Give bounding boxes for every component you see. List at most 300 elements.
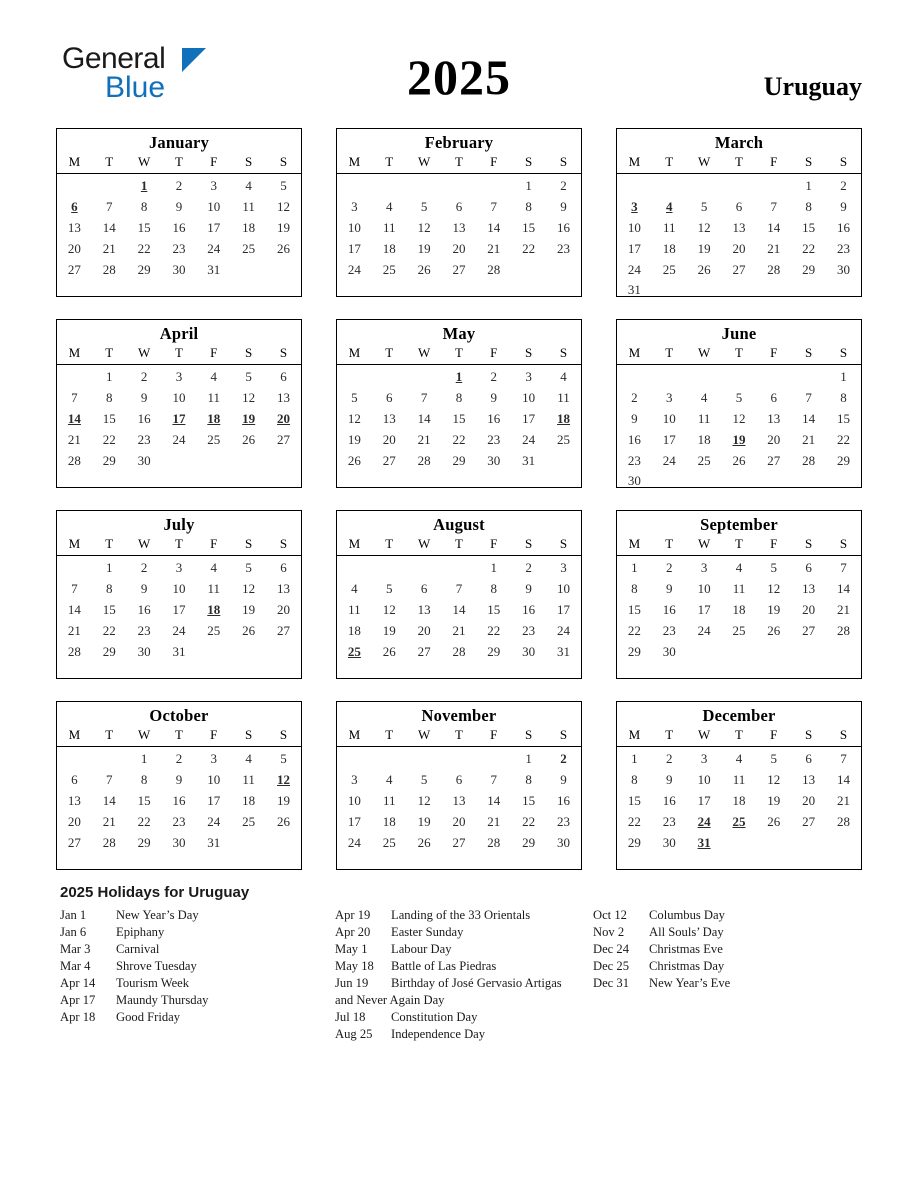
day-cell[interactable]: 18 <box>382 240 396 256</box>
day-cell[interactable]: 19 <box>382 622 396 638</box>
day-cell[interactable]: 29 <box>452 452 466 468</box>
day-cell-holiday[interactable]: 4 <box>666 199 673 215</box>
day-cell[interactable]: 10 <box>522 390 536 406</box>
day-cell[interactable]: 3 <box>525 369 532 385</box>
day-cell[interactable]: 26 <box>417 261 431 277</box>
day-cell[interactable]: 8 <box>631 581 638 597</box>
day-cell[interactable]: 5 <box>245 560 252 576</box>
day-cell[interactable]: 6 <box>805 560 812 576</box>
day-cell[interactable]: 10 <box>697 772 711 788</box>
day-cell-holiday[interactable]: 24 <box>697 813 711 829</box>
day-cell[interactable]: 28 <box>802 452 816 468</box>
day-cell[interactable]: 29 <box>627 643 641 659</box>
day-cell[interactable]: 20 <box>802 792 816 808</box>
day-cell[interactable]: 11 <box>663 219 676 235</box>
day-cell[interactable]: 12 <box>732 410 746 426</box>
day-cell-holiday[interactable]: 1 <box>140 178 148 194</box>
day-cell[interactable]: 28 <box>67 452 81 468</box>
day-cell[interactable]: 27 <box>277 431 291 447</box>
day-cell[interactable]: 10 <box>662 410 676 426</box>
day-cell[interactable]: 22 <box>522 813 536 829</box>
day-cell[interactable]: 11 <box>383 219 396 235</box>
day-cell[interactable]: 24 <box>172 431 186 447</box>
day-cell[interactable]: 9 <box>140 390 148 406</box>
day-cell[interactable]: 25 <box>207 431 221 447</box>
day-cell[interactable]: 1 <box>525 178 532 194</box>
day-cell[interactable]: 1 <box>106 369 113 385</box>
day-cell[interactable]: 26 <box>242 431 256 447</box>
day-cell[interactable]: 9 <box>560 772 567 788</box>
day-cell[interactable]: 27 <box>67 834 81 850</box>
day-cell[interactable]: 25 <box>697 452 711 468</box>
day-cell[interactable]: 17 <box>207 219 221 235</box>
day-cell[interactable]: 28 <box>767 261 781 277</box>
day-cell[interactable]: 4 <box>210 560 218 576</box>
day-cell[interactable]: 29 <box>102 452 116 468</box>
day-cell[interactable]: 30 <box>522 643 536 659</box>
day-cell[interactable]: 19 <box>277 792 291 808</box>
day-cell[interactable]: 14 <box>837 581 851 597</box>
day-cell[interactable]: 17 <box>172 601 186 617</box>
day-cell[interactable]: 25 <box>662 261 676 277</box>
day-cell[interactable]: 27 <box>452 261 466 277</box>
day-cell[interactable]: 12 <box>242 390 256 406</box>
day-cell[interactable]: 1 <box>106 560 113 576</box>
day-cell[interactable]: 5 <box>245 369 252 385</box>
day-cell[interactable]: 2 <box>840 178 847 194</box>
day-cell[interactable]: 5 <box>351 390 358 406</box>
day-cell[interactable]: 2 <box>631 390 638 406</box>
day-cell[interactable]: 4 <box>735 560 743 576</box>
day-cell-holiday[interactable]: 18 <box>207 601 221 617</box>
day-cell[interactable]: 30 <box>662 643 676 659</box>
day-cell[interactable]: 5 <box>420 772 428 788</box>
day-cell[interactable]: 16 <box>137 410 151 426</box>
day-cell[interactable]: 31 <box>522 452 536 468</box>
day-cell[interactable]: 7 <box>420 390 428 406</box>
day-cell[interactable]: 22 <box>627 622 641 638</box>
day-cell[interactable]: 12 <box>417 792 431 808</box>
day-cell[interactable]: 13 <box>732 219 746 235</box>
day-cell[interactable]: 9 <box>560 199 567 215</box>
day-cell[interactable]: 30 <box>172 261 186 277</box>
day-cell[interactable]: 4 <box>210 369 218 385</box>
day-cell[interactable]: 30 <box>627 473 641 489</box>
day-cell[interactable]: 2 <box>175 751 183 767</box>
day-cell[interactable]: 13 <box>452 792 466 808</box>
day-cell[interactable]: 20 <box>67 813 81 829</box>
day-cell[interactable]: 17 <box>347 813 361 829</box>
day-cell[interactable]: 13 <box>67 792 81 808</box>
day-cell[interactable]: 21 <box>487 240 501 256</box>
day-cell[interactable]: 22 <box>837 431 851 447</box>
day-cell[interactable]: 1 <box>631 751 638 767</box>
day-cell[interactable]: 19 <box>417 240 431 256</box>
day-cell[interactable]: 14 <box>102 792 116 808</box>
day-cell[interactable]: 11 <box>207 581 221 597</box>
day-cell[interactable]: 11 <box>557 390 570 406</box>
day-cell[interactable]: 16 <box>627 431 641 447</box>
day-cell[interactable]: 3 <box>700 560 708 576</box>
day-cell[interactable]: 12 <box>767 772 781 788</box>
day-cell[interactable]: 10 <box>697 581 711 597</box>
day-cell[interactable]: 9 <box>175 772 183 788</box>
day-cell[interactable]: 3 <box>210 751 218 767</box>
day-cell[interactable]: 29 <box>802 261 816 277</box>
day-cell[interactable]: 21 <box>67 431 81 447</box>
day-cell[interactable]: 16 <box>172 219 186 235</box>
day-cell[interactable]: 25 <box>382 834 396 850</box>
day-cell[interactable]: 23 <box>137 431 151 447</box>
day-cell[interactable]: 1 <box>631 560 638 576</box>
day-cell[interactable]: 17 <box>522 410 536 426</box>
day-cell[interactable]: 13 <box>277 581 291 597</box>
day-cell[interactable]: 11 <box>207 390 221 406</box>
day-cell[interactable]: 15 <box>137 792 151 808</box>
day-cell[interactable]: 5 <box>386 581 393 597</box>
day-cell[interactable]: 16 <box>837 219 851 235</box>
day-cell[interactable]: 15 <box>627 601 641 617</box>
day-cell[interactable]: 10 <box>172 581 186 597</box>
day-cell-holiday[interactable]: 3 <box>631 199 638 215</box>
day-cell[interactable]: 29 <box>137 834 151 850</box>
day-cell[interactable]: 18 <box>382 813 396 829</box>
day-cell[interactable]: 31 <box>172 643 186 659</box>
day-cell-holiday[interactable]: 25 <box>732 813 746 829</box>
day-cell[interactable]: 8 <box>840 390 847 406</box>
day-cell[interactable]: 26 <box>277 240 291 256</box>
day-cell[interactable]: 17 <box>557 601 571 617</box>
day-cell[interactable]: 30 <box>837 261 851 277</box>
day-cell[interactable]: 9 <box>490 390 498 406</box>
day-cell-holiday[interactable]: 20 <box>277 410 291 426</box>
day-cell[interactable]: 6 <box>386 390 393 406</box>
day-cell[interactable]: 29 <box>137 261 151 277</box>
day-cell[interactable]: 18 <box>347 622 361 638</box>
day-cell[interactable]: 7 <box>106 199 113 215</box>
day-cell-holiday[interactable]: 6 <box>71 199 78 215</box>
day-cell[interactable]: 18 <box>732 601 746 617</box>
day-cell[interactable]: 21 <box>487 813 501 829</box>
day-cell[interactable]: 24 <box>627 261 641 277</box>
day-cell[interactable]: 22 <box>522 240 536 256</box>
day-cell[interactable]: 7 <box>71 390 78 406</box>
day-cell[interactable]: 14 <box>487 219 501 235</box>
day-cell[interactable]: 15 <box>102 601 116 617</box>
day-cell[interactable]: 8 <box>490 581 498 597</box>
day-cell[interactable]: 30 <box>172 834 186 850</box>
day-cell[interactable]: 18 <box>732 792 746 808</box>
day-cell[interactable]: 6 <box>770 390 778 406</box>
day-cell[interactable]: 26 <box>277 813 291 829</box>
day-cell[interactable]: 7 <box>840 560 847 576</box>
day-cell[interactable]: 28 <box>102 261 116 277</box>
day-cell[interactable]: 8 <box>525 199 532 215</box>
day-cell[interactable]: 23 <box>662 813 676 829</box>
day-cell[interactable]: 10 <box>172 390 186 406</box>
day-cell[interactable]: 11 <box>383 792 396 808</box>
day-cell[interactable]: 27 <box>767 452 781 468</box>
day-cell[interactable]: 7 <box>106 772 113 788</box>
day-cell[interactable]: 24 <box>207 813 221 829</box>
day-cell[interactable]: 16 <box>662 792 676 808</box>
day-cell[interactable]: 28 <box>452 643 466 659</box>
day-cell[interactable]: 13 <box>67 219 81 235</box>
day-cell[interactable]: 5 <box>700 199 708 215</box>
day-cell-holiday[interactable]: 1 <box>455 369 463 385</box>
day-cell[interactable]: 14 <box>802 410 816 426</box>
day-cell[interactable]: 28 <box>487 261 501 277</box>
day-cell[interactable]: 29 <box>522 834 536 850</box>
day-cell[interactable]: 17 <box>697 792 711 808</box>
day-cell[interactable]: 6 <box>455 199 463 215</box>
day-cell[interactable]: 24 <box>662 452 676 468</box>
day-cell[interactable]: 26 <box>732 452 746 468</box>
day-cell[interactable]: 7 <box>71 581 78 597</box>
day-cell[interactable]: 5 <box>735 390 743 406</box>
day-cell[interactable]: 21 <box>102 240 116 256</box>
day-cell[interactable]: 12 <box>242 581 256 597</box>
day-cell[interactable]: 23 <box>837 240 851 256</box>
day-cell[interactable]: 5 <box>770 560 778 576</box>
day-cell-holiday[interactable]: 25 <box>347 643 361 659</box>
day-cell[interactable]: 24 <box>522 431 536 447</box>
day-cell[interactable]: 14 <box>837 772 851 788</box>
day-cell[interactable]: 30 <box>662 834 676 850</box>
day-cell[interactable]: 24 <box>697 622 711 638</box>
day-cell[interactable]: 16 <box>522 601 536 617</box>
day-cell[interactable]: 17 <box>347 240 361 256</box>
day-cell[interactable]: 14 <box>67 601 81 617</box>
day-cell[interactable]: 31 <box>557 643 571 659</box>
day-cell-holiday[interactable]: 2 <box>560 751 567 767</box>
day-cell[interactable]: 4 <box>560 369 567 385</box>
day-cell[interactable]: 18 <box>242 792 256 808</box>
day-cell[interactable]: 3 <box>666 390 673 406</box>
day-cell[interactable]: 13 <box>277 390 291 406</box>
day-cell[interactable]: 19 <box>347 431 361 447</box>
day-cell[interactable]: 27 <box>452 834 466 850</box>
day-cell[interactable]: 14 <box>487 792 501 808</box>
day-cell[interactable]: 27 <box>802 813 816 829</box>
day-cell[interactable]: 24 <box>207 240 221 256</box>
day-cell[interactable]: 9 <box>840 199 847 215</box>
day-cell[interactable]: 25 <box>382 261 396 277</box>
day-cell[interactable]: 23 <box>662 622 676 638</box>
day-cell[interactable]: 3 <box>700 751 708 767</box>
day-cell[interactable]: 8 <box>525 772 532 788</box>
day-cell[interactable]: 13 <box>452 219 466 235</box>
day-cell[interactable]: 20 <box>732 240 746 256</box>
day-cell[interactable]: 8 <box>106 581 113 597</box>
day-cell[interactable]: 10 <box>207 199 221 215</box>
day-cell[interactable]: 22 <box>452 431 466 447</box>
day-cell-holiday[interactable]: 19 <box>732 431 746 447</box>
day-cell[interactable]: 6 <box>420 581 428 597</box>
day-cell[interactable]: 7 <box>840 751 847 767</box>
day-cell[interactable]: 21 <box>452 622 466 638</box>
day-cell[interactable]: 29 <box>837 452 851 468</box>
day-cell[interactable]: 31 <box>207 834 221 850</box>
day-cell[interactable]: 23 <box>172 240 186 256</box>
day-cell[interactable]: 4 <box>700 390 708 406</box>
day-cell[interactable]: 2 <box>490 369 498 385</box>
day-cell[interactable]: 6 <box>280 560 287 576</box>
day-cell[interactable]: 6 <box>455 772 463 788</box>
day-cell[interactable]: 7 <box>455 581 463 597</box>
day-cell[interactable]: 26 <box>417 834 431 850</box>
day-cell[interactable]: 4 <box>351 581 358 597</box>
day-cell[interactable]: 9 <box>175 199 183 215</box>
day-cell[interactable]: 25 <box>242 240 256 256</box>
day-cell[interactable]: 10 <box>347 792 361 808</box>
day-cell[interactable]: 23 <box>522 622 536 638</box>
day-cell[interactable]: 15 <box>522 219 536 235</box>
day-cell[interactable]: 13 <box>802 772 816 788</box>
day-cell[interactable]: 17 <box>662 431 676 447</box>
day-cell[interactable]: 16 <box>487 410 501 426</box>
day-cell[interactable]: 10 <box>557 581 571 597</box>
day-cell-holiday[interactable]: 14 <box>67 410 81 426</box>
day-cell[interactable]: 4 <box>735 751 743 767</box>
day-cell[interactable]: 16 <box>172 792 186 808</box>
day-cell[interactable]: 9 <box>631 410 638 426</box>
day-cell[interactable]: 30 <box>557 834 571 850</box>
day-cell[interactable]: 24 <box>347 834 361 850</box>
day-cell[interactable]: 27 <box>67 261 81 277</box>
day-cell[interactable]: 15 <box>137 219 151 235</box>
day-cell[interactable]: 3 <box>351 199 358 215</box>
day-cell[interactable]: 21 <box>67 622 81 638</box>
day-cell[interactable]: 19 <box>242 601 256 617</box>
day-cell[interactable]: 4 <box>245 751 252 767</box>
day-cell[interactable]: 13 <box>802 581 816 597</box>
day-cell[interactable]: 25 <box>732 622 746 638</box>
day-cell[interactable]: 10 <box>347 219 361 235</box>
day-cell[interactable]: 30 <box>137 452 151 468</box>
day-cell[interactable]: 13 <box>417 601 431 617</box>
day-cell[interactable]: 21 <box>417 431 431 447</box>
day-cell[interactable]: 24 <box>557 622 571 638</box>
day-cell[interactable]: 17 <box>697 601 711 617</box>
day-cell[interactable]: 5 <box>420 199 428 215</box>
day-cell[interactable]: 26 <box>242 622 256 638</box>
day-cell[interactable]: 12 <box>417 219 431 235</box>
day-cell[interactable]: 4 <box>386 772 393 788</box>
day-cell[interactable]: 5 <box>280 751 287 767</box>
day-cell[interactable]: 11 <box>242 772 255 788</box>
day-cell[interactable]: 22 <box>487 622 501 638</box>
day-cell[interactable]: 20 <box>417 622 431 638</box>
day-cell[interactable]: 20 <box>67 240 81 256</box>
day-cell[interactable]: 26 <box>347 452 361 468</box>
day-cell[interactable]: 2 <box>666 560 673 576</box>
day-cell[interactable]: 2 <box>140 369 148 385</box>
day-cell[interactable]: 28 <box>67 643 81 659</box>
day-cell[interactable]: 9 <box>666 581 673 597</box>
day-cell-holiday[interactable]: 17 <box>172 410 186 426</box>
day-cell[interactable]: 7 <box>490 199 498 215</box>
day-cell[interactable]: 6 <box>280 369 287 385</box>
day-cell[interactable]: 3 <box>210 178 218 194</box>
day-cell[interactable]: 14 <box>417 410 431 426</box>
day-cell[interactable]: 27 <box>732 261 746 277</box>
day-cell[interactable]: 16 <box>557 792 571 808</box>
day-cell[interactable]: 8 <box>631 772 638 788</box>
day-cell[interactable]: 1 <box>140 751 148 767</box>
day-cell[interactable]: 23 <box>557 813 571 829</box>
day-cell[interactable]: 10 <box>627 219 641 235</box>
day-cell[interactable]: 18 <box>242 219 256 235</box>
day-cell[interactable]: 29 <box>627 834 641 850</box>
day-cell[interactable]: 23 <box>137 622 151 638</box>
day-cell[interactable]: 22 <box>137 813 151 829</box>
day-cell[interactable]: 16 <box>557 219 571 235</box>
day-cell[interactable]: 16 <box>137 601 151 617</box>
day-cell[interactable]: 20 <box>277 601 291 617</box>
day-cell[interactable]: 24 <box>347 261 361 277</box>
day-cell[interactable]: 19 <box>277 219 291 235</box>
day-cell[interactable]: 1 <box>805 178 812 194</box>
day-cell[interactable]: 26 <box>767 622 781 638</box>
day-cell[interactable]: 1 <box>490 560 498 576</box>
day-cell[interactable]: 22 <box>627 813 641 829</box>
day-cell[interactable]: 26 <box>382 643 396 659</box>
day-cell[interactable]: 9 <box>140 581 148 597</box>
day-cell[interactable]: 28 <box>417 452 431 468</box>
day-cell-holiday[interactable]: 18 <box>207 410 221 426</box>
day-cell[interactable]: 22 <box>802 240 816 256</box>
day-cell[interactable]: 2 <box>666 751 673 767</box>
day-cell-holiday[interactable]: 19 <box>242 410 256 426</box>
day-cell[interactable]: 21 <box>837 601 851 617</box>
day-cell[interactable]: 11 <box>242 199 255 215</box>
day-cell[interactable]: 27 <box>382 452 396 468</box>
day-cell[interactable]: 2 <box>140 560 148 576</box>
day-cell[interactable]: 21 <box>102 813 116 829</box>
day-cell[interactable]: 28 <box>487 834 501 850</box>
day-cell[interactable]: 11 <box>348 601 361 617</box>
day-cell[interactable]: 20 <box>452 813 466 829</box>
day-cell[interactable]: 2 <box>175 178 183 194</box>
day-cell[interactable]: 15 <box>102 410 116 426</box>
day-cell[interactable]: 7 <box>770 199 778 215</box>
day-cell[interactable]: 6 <box>71 772 78 788</box>
day-cell[interactable]: 12 <box>382 601 396 617</box>
day-cell[interactable]: 26 <box>767 813 781 829</box>
day-cell[interactable]: 14 <box>452 601 466 617</box>
day-cell[interactable]: 7 <box>805 390 812 406</box>
day-cell[interactable]: 8 <box>140 772 148 788</box>
day-cell[interactable]: 19 <box>697 240 711 256</box>
day-cell[interactable]: 21 <box>767 240 781 256</box>
day-cell[interactable]: 15 <box>522 792 536 808</box>
day-cell[interactable]: 26 <box>697 261 711 277</box>
day-cell[interactable]: 3 <box>175 560 183 576</box>
day-cell[interactable]: 27 <box>417 643 431 659</box>
day-cell[interactable]: 11 <box>697 410 711 426</box>
day-cell[interactable]: 28 <box>102 834 116 850</box>
day-cell[interactable]: 8 <box>106 390 113 406</box>
day-cell[interactable]: 23 <box>172 813 186 829</box>
day-cell[interactable]: 12 <box>767 581 781 597</box>
day-cell[interactable]: 20 <box>452 240 466 256</box>
day-cell[interactable]: 28 <box>837 813 851 829</box>
day-cell[interactable]: 19 <box>767 601 781 617</box>
day-cell[interactable]: 5 <box>770 751 778 767</box>
day-cell[interactable]: 4 <box>245 178 252 194</box>
day-cell[interactable]: 22 <box>102 622 116 638</box>
